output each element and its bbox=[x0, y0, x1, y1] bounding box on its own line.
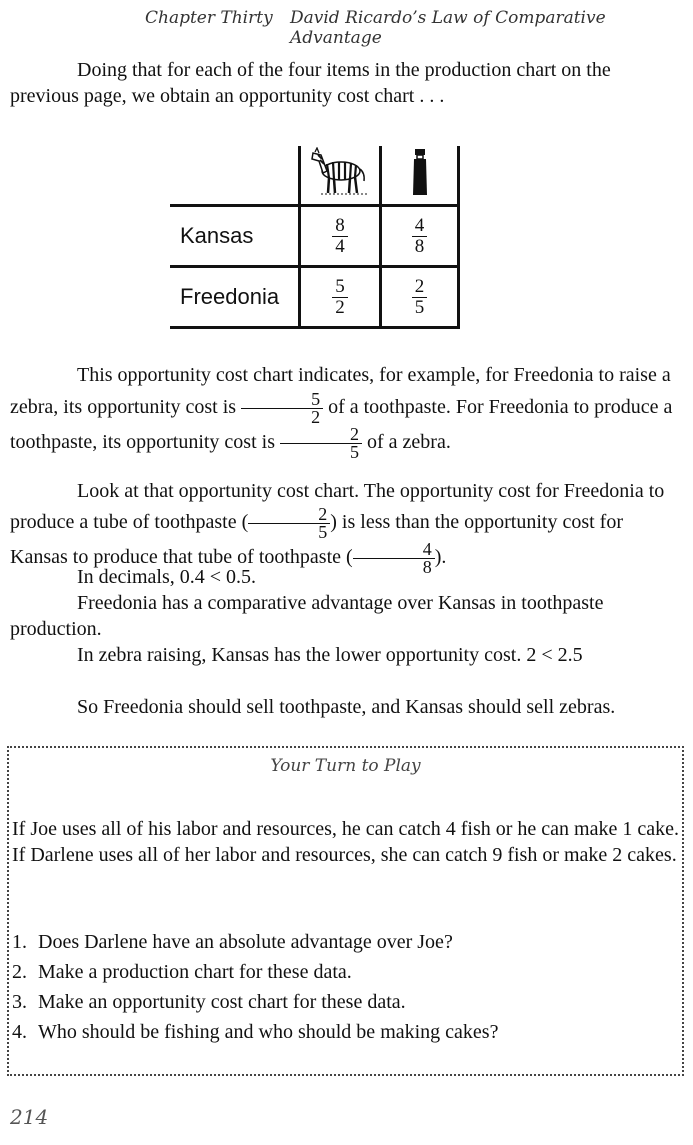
numerator: 5 bbox=[241, 391, 323, 409]
conclusion-line: So Freedonia should sell toothpaste, and Kansas should sell zebras. bbox=[77, 696, 616, 718]
denominator: 2 bbox=[335, 296, 345, 318]
text-run: This opportunity cost chart indicates, for example, for Freedonia to raise a zebra, its opportunity cost is bbox=[10, 364, 671, 419]
numerator: 4 bbox=[353, 541, 435, 559]
text-run: of a toothpaste. For Freedonia to produce a toothpaste, its opportunity cost is bbox=[10, 396, 673, 454]
question-number: 4. bbox=[12, 1021, 27, 1043]
numerator: 2 bbox=[280, 426, 362, 444]
text-run: Look at that opportunity cost chart. The opportunity cost for Freedonia to produce a tube of toothpaste ( bbox=[10, 480, 665, 534]
denominator: 4 bbox=[335, 235, 345, 257]
numerator: 8 bbox=[332, 216, 348, 237]
toothpaste-icon bbox=[405, 147, 435, 199]
table-row-kansas bbox=[170, 206, 459, 267]
denominator: 5 bbox=[414, 296, 425, 318]
cell-freedonia-toothpaste bbox=[381, 267, 459, 328]
problem-text: If Joe uses all of his labor and resources, he can catch 4 fish or he can make 1 cake. If Darlene uses all of her labor and resources, she can catch 9 fish or make 2 cakes. bbox=[12, 818, 679, 866]
decimals-line: In decimals, 0.4 < 0.5. bbox=[77, 566, 257, 588]
your-turn-box bbox=[7, 746, 684, 1076]
question-text: Who should be fishing and who should be making cakes? bbox=[38, 1021, 499, 1043]
fraction bbox=[332, 277, 348, 318]
table-row-freedonia bbox=[170, 267, 459, 328]
question-item bbox=[12, 989, 406, 1015]
question-number: 1. bbox=[12, 931, 27, 953]
text-run: of a zebra. bbox=[367, 431, 451, 454]
zebra-icon bbox=[307, 147, 373, 199]
zebra-line: In zebra raising, Kansas has the lower opportunity cost. 2 < 2.5 bbox=[77, 644, 583, 666]
row-label-kansas: Kansas bbox=[170, 206, 300, 267]
question-text: Does Darlene have an absolute advantage over Joe? bbox=[38, 931, 453, 953]
text-run: ) is less than the opportunity cost for Kansas to produce that tube of toothpaste ( bbox=[10, 511, 623, 569]
numerator: 2 bbox=[248, 506, 330, 524]
page-header bbox=[0, 6, 693, 48]
page-number: 214 bbox=[10, 1105, 49, 1129]
denominator: 5 bbox=[350, 442, 359, 462]
fraction bbox=[412, 216, 428, 257]
question-item bbox=[12, 1019, 498, 1045]
fraction bbox=[248, 506, 330, 541]
chapter-label: Chapter Thirty bbox=[145, 8, 273, 28]
column-header-zebra bbox=[300, 146, 381, 206]
box-title: Your Turn to Play bbox=[270, 756, 421, 776]
denominator: 8 bbox=[414, 235, 425, 257]
fraction bbox=[332, 216, 348, 257]
chapter-title: David Ricardo’s Law of Comparative Advantage bbox=[290, 8, 606, 48]
fraction bbox=[280, 426, 362, 461]
explanation-paragraph bbox=[10, 360, 675, 461]
question-number: 2. bbox=[12, 961, 27, 983]
denominator: 5 bbox=[318, 522, 328, 542]
cell-kansas-zebra bbox=[300, 206, 381, 267]
column-header-toothpaste bbox=[381, 146, 459, 206]
denominator: 2 bbox=[311, 407, 321, 427]
cell-freedonia-zebra bbox=[300, 267, 381, 328]
table-corner bbox=[170, 146, 300, 206]
question-number: 3. bbox=[12, 991, 27, 1013]
row-label-freedonia: Freedonia bbox=[170, 267, 300, 328]
question-text: Make a production chart for these data. bbox=[38, 961, 352, 983]
fraction bbox=[241, 391, 323, 426]
numerator: 4 bbox=[412, 216, 428, 237]
cell-kansas-toothpaste bbox=[381, 206, 459, 267]
opportunity-cost-table bbox=[170, 146, 460, 329]
comparison-paragraph bbox=[10, 476, 675, 576]
numerator: 2 bbox=[412, 277, 428, 298]
advantage-paragraph: Freedonia has a comparative advantage over Kansas in toothpaste production. bbox=[10, 592, 604, 640]
text-run: ). bbox=[434, 546, 447, 569]
denominator: 8 bbox=[422, 557, 432, 577]
fraction bbox=[412, 277, 428, 318]
question-item bbox=[12, 929, 453, 955]
numerator: 5 bbox=[332, 277, 348, 298]
question-item bbox=[12, 959, 352, 985]
question-text: Make an opportunity cost chart for these data. bbox=[38, 991, 406, 1013]
intro-paragraph: Doing that for each of the four items in the production chart on the previous page, we obtain an opportunity cost chart . . . bbox=[10, 59, 611, 107]
